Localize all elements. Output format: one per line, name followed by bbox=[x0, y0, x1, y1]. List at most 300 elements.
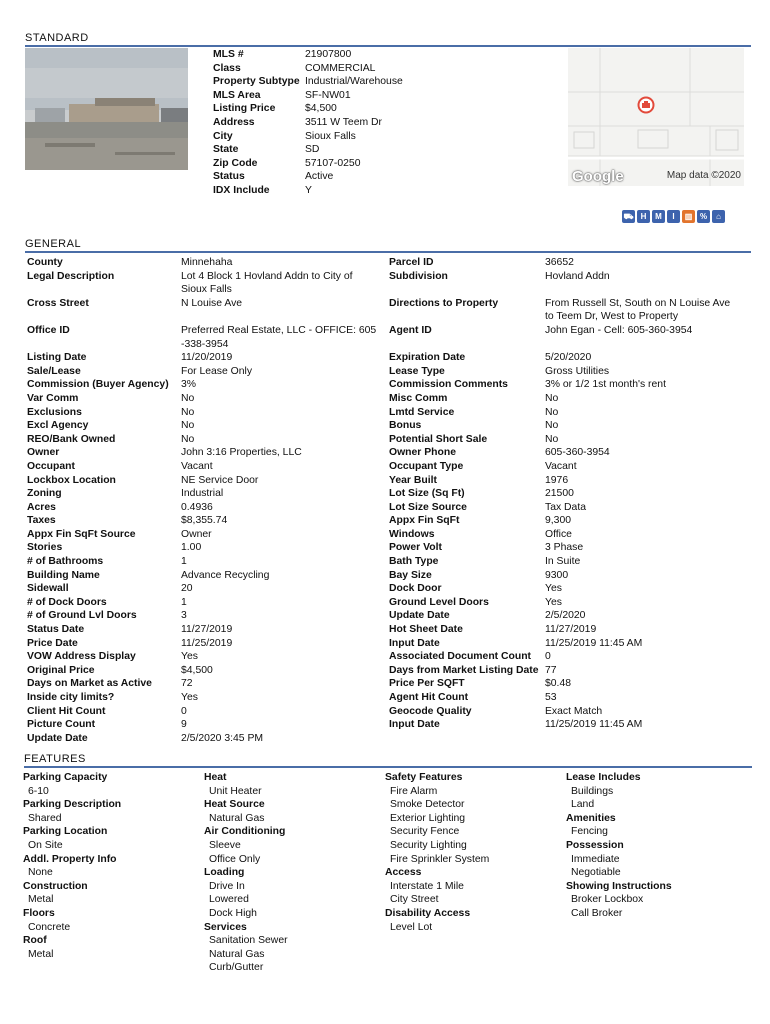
field-value-line: Preferred Real Estate, LLC - OFFICE: 605 bbox=[181, 324, 377, 336]
field-value-line: $0.48 bbox=[545, 678, 572, 690]
standard-field-zip-code bbox=[213, 157, 403, 171]
field-value-line: 11/25/2019 bbox=[181, 637, 233, 649]
feature-construction-label: Construction bbox=[23, 880, 88, 892]
feature-value: Concrete bbox=[28, 921, 71, 933]
field-label: Sale/Lease bbox=[27, 365, 81, 377]
general-field-owner bbox=[27, 446, 389, 460]
field-value bbox=[545, 596, 745, 610]
field-value bbox=[181, 392, 389, 406]
field-value bbox=[545, 406, 745, 420]
general-field-lockbox-location bbox=[27, 474, 389, 488]
field-value-line: 1.00 bbox=[181, 542, 202, 554]
field-value bbox=[545, 351, 745, 365]
general-field-input-date bbox=[389, 718, 745, 732]
general-field-lot-size-source bbox=[389, 501, 745, 515]
general-field-exclusions bbox=[27, 406, 389, 420]
field-value bbox=[545, 664, 745, 678]
field-value bbox=[545, 555, 745, 569]
feature-value: Natural Gas bbox=[209, 812, 265, 824]
field-value-line: 1976 bbox=[545, 474, 569, 486]
features-column-2 bbox=[204, 771, 288, 975]
standard-fields bbox=[213, 48, 403, 198]
general-field-office-id bbox=[27, 324, 389, 351]
feature-value: Metal bbox=[28, 948, 54, 960]
feature-value: Level Lot bbox=[390, 921, 433, 933]
field-label: VOW Address Display bbox=[27, 651, 136, 663]
field-value bbox=[181, 351, 389, 365]
features-column-4 bbox=[566, 771, 672, 921]
field-value-line: 9 bbox=[181, 719, 187, 731]
general-field-owner-phone bbox=[389, 446, 745, 460]
field-label: Geocode Quality bbox=[389, 705, 472, 717]
field-value-line: NE Service Door bbox=[181, 474, 259, 486]
field-value-line: Yes bbox=[181, 651, 198, 663]
field-label: Stories bbox=[27, 542, 63, 554]
feature-disability-access-label: Disability Access bbox=[385, 907, 471, 919]
field-value bbox=[545, 365, 745, 379]
field-value bbox=[545, 474, 745, 488]
general-field-update-date bbox=[389, 609, 745, 623]
field-label: Var Comm bbox=[27, 392, 79, 404]
feature-value: Smoke Detector bbox=[390, 799, 465, 811]
field-label: Status Date bbox=[27, 624, 85, 636]
general-field-vow-address-display bbox=[27, 650, 389, 664]
general-field-occupant bbox=[27, 460, 389, 474]
field-value bbox=[545, 718, 745, 732]
field-value bbox=[181, 596, 389, 610]
feature-value: Exterior Lighting bbox=[390, 812, 466, 824]
field-label: Agent Hit Count bbox=[389, 692, 469, 703]
field-label: Associated Document Count bbox=[389, 651, 532, 663]
field-label: Directions to Property bbox=[389, 297, 499, 309]
field-value bbox=[181, 732, 389, 746]
feature-lease-includes-label: Lease Includes bbox=[566, 772, 641, 783]
field-value: Sioux Falls bbox=[305, 130, 356, 142]
field-value bbox=[545, 487, 745, 501]
general-field-listing-date bbox=[27, 351, 389, 365]
field-label: Appx Fin SqFt bbox=[389, 515, 460, 527]
field-label: Lockbox Location bbox=[27, 474, 116, 486]
google-logo: Google bbox=[572, 168, 624, 186]
field-value-line: John 3:16 Properties, LLC bbox=[181, 447, 302, 459]
field-value bbox=[181, 256, 389, 270]
standard-field-class bbox=[213, 62, 403, 76]
general-field-picture-count bbox=[27, 718, 389, 732]
h-icon[interactable]: H bbox=[637, 210, 650, 223]
general-field-power-volt bbox=[389, 541, 745, 555]
field-value: Industrial/Warehouse bbox=[305, 76, 403, 88]
field-value: $4,500 bbox=[305, 103, 337, 115]
feature-addl-property-info-label: Addl. Property Info bbox=[23, 853, 117, 865]
field-value bbox=[181, 609, 389, 623]
field-label: Hot Sheet Date bbox=[389, 624, 463, 636]
field-value-line: 3 Phase bbox=[545, 542, 584, 554]
field-value bbox=[181, 433, 389, 447]
car-icon[interactable]: ⛟ bbox=[622, 210, 635, 223]
field-value bbox=[181, 664, 389, 678]
field-label: Class bbox=[213, 62, 241, 74]
field-value-line: 605-360-3954 bbox=[545, 447, 610, 459]
field-label: Input Date bbox=[389, 719, 440, 731]
building-icon[interactable]: ▥ bbox=[682, 210, 695, 223]
field-value-line: 0.4936 bbox=[181, 501, 213, 513]
field-label: Listing Date bbox=[27, 352, 87, 364]
feature-value: Natural Gas bbox=[209, 948, 265, 960]
general-field-geocode-quality bbox=[389, 705, 745, 719]
field-label: MLS # bbox=[213, 49, 244, 60]
field-value-line: 77 bbox=[545, 664, 557, 676]
field-value bbox=[181, 582, 389, 596]
general-field-stories bbox=[27, 541, 389, 555]
general-field-days-from-market-listing-date bbox=[389, 664, 745, 678]
field-value bbox=[545, 460, 745, 474]
feature-value: Negotiable bbox=[571, 867, 621, 879]
general-field-dock-door bbox=[389, 582, 745, 596]
field-value-line: 21500 bbox=[545, 488, 574, 500]
field-value-line: Vacant bbox=[181, 460, 213, 472]
field-value bbox=[181, 378, 389, 392]
field-value bbox=[181, 365, 389, 379]
field-value bbox=[181, 718, 389, 732]
feature-value: Fire Alarm bbox=[390, 785, 438, 797]
field-value-line: Gross Utilities bbox=[545, 365, 610, 377]
field-value bbox=[545, 514, 745, 528]
field-value-line: $4,500 bbox=[181, 664, 213, 676]
field-value bbox=[181, 501, 389, 515]
field-label: Inside city limits? bbox=[27, 692, 115, 703]
feature-loading-label: Loading bbox=[204, 867, 245, 879]
general-field-days-on-market-as-active bbox=[27, 677, 389, 691]
field-value: SD bbox=[305, 144, 320, 156]
field-value bbox=[545, 691, 745, 705]
field-value-line: 72 bbox=[181, 678, 193, 690]
field-label: Windows bbox=[389, 528, 435, 540]
general-field-subdivision bbox=[389, 270, 745, 297]
general-field-legal-description bbox=[27, 270, 389, 297]
field-label: Status bbox=[213, 171, 245, 183]
field-label: Input Date bbox=[389, 637, 440, 649]
field-value bbox=[545, 501, 745, 515]
field-value-line: 3% or 1/2 1st month's rent bbox=[545, 379, 666, 391]
field-label: Commission (Buyer Agency) bbox=[27, 379, 169, 391]
field-value bbox=[181, 324, 389, 351]
feature-value: Fencing bbox=[571, 826, 608, 838]
feature-access-label: Access bbox=[385, 867, 422, 879]
field-value-line: -338-3954 bbox=[181, 338, 229, 350]
field-value-line: Yes bbox=[181, 692, 198, 703]
field-label: Bay Size bbox=[389, 569, 432, 581]
field-value bbox=[545, 433, 745, 447]
field-label: Owner Phone bbox=[389, 447, 456, 459]
general-field-client-hit-count bbox=[27, 705, 389, 719]
field-value-line: 0 bbox=[181, 705, 187, 717]
field-value-line: 9300 bbox=[545, 569, 569, 581]
field-label: # of Bathrooms bbox=[27, 556, 104, 568]
general-field-agent-hit-count bbox=[389, 691, 745, 705]
field-label: Address bbox=[213, 116, 255, 128]
field-value bbox=[181, 569, 389, 583]
location-map[interactable] bbox=[568, 48, 744, 186]
field-label: Appx Fin SqFt Source bbox=[27, 528, 136, 540]
feature-value: Dock High bbox=[209, 907, 257, 919]
field-label: Year Built bbox=[389, 474, 437, 486]
field-value bbox=[545, 637, 745, 651]
field-value bbox=[181, 514, 389, 528]
field-value-line: Minnehaha bbox=[181, 257, 233, 268]
field-value-line: No bbox=[545, 406, 559, 418]
standard-field-city bbox=[213, 130, 403, 144]
standard-section-title: STANDARD bbox=[25, 32, 751, 47]
percent-icon[interactable]: % bbox=[697, 210, 710, 223]
field-value-line: In Suite bbox=[545, 556, 581, 568]
field-value-line: 1 bbox=[181, 556, 187, 568]
map-marker-icon[interactable] bbox=[637, 96, 655, 114]
field-value-line: 11/25/2019 11:45 AM bbox=[545, 637, 643, 649]
field-value-line: For Lease Only bbox=[181, 365, 253, 377]
field-value: 21907800 bbox=[305, 49, 352, 60]
property-photo[interactable] bbox=[25, 48, 188, 170]
feature-value: Drive In bbox=[209, 880, 245, 892]
feature-floors-label: Floors bbox=[23, 907, 55, 919]
field-value: 57107-0250 bbox=[305, 157, 361, 169]
field-label: Power Volt bbox=[389, 542, 442, 554]
field-value bbox=[545, 705, 745, 719]
general-field-status-date bbox=[27, 623, 389, 637]
general-field-county bbox=[27, 256, 389, 270]
feature-value: Call Broker bbox=[571, 907, 623, 919]
general-field-sidewall bbox=[27, 582, 389, 596]
field-label: Property Subtype bbox=[213, 76, 300, 88]
field-value-line: No bbox=[545, 420, 559, 432]
general-field-input-date bbox=[389, 637, 745, 651]
field-value: Y bbox=[305, 184, 312, 196]
field-value-line: Hovland Addn bbox=[545, 270, 610, 282]
field-value-line: 53 bbox=[545, 692, 557, 703]
field-value bbox=[545, 392, 745, 406]
general-field-cross-street bbox=[27, 297, 389, 324]
field-value bbox=[181, 637, 389, 651]
general-field-of-ground-lvl-doors bbox=[27, 609, 389, 623]
field-value bbox=[181, 555, 389, 569]
field-label: Update Date bbox=[389, 610, 450, 622]
field-value-line: Tax Data bbox=[545, 501, 587, 513]
feature-value: Immediate bbox=[571, 853, 620, 865]
standard-field-property-subtype bbox=[213, 75, 403, 89]
feature-air-conditioning-label: Air Conditioning bbox=[204, 826, 286, 838]
standard-field-mls bbox=[213, 48, 403, 62]
field-value-line: $8,355.74 bbox=[181, 515, 228, 527]
field-value-line: John Egan - Cell: 605-360-3954 bbox=[545, 324, 693, 336]
field-value-line: 3% bbox=[181, 379, 197, 391]
field-label: Cross Street bbox=[27, 297, 89, 309]
general-field-of-dock-doors bbox=[27, 596, 389, 610]
feature-services-label: Services bbox=[204, 921, 247, 933]
features-section-title: FEATURES bbox=[24, 753, 752, 768]
field-label: Lot Size (Sq Ft) bbox=[389, 488, 465, 500]
field-value bbox=[545, 324, 745, 351]
i-icon[interactable]: I bbox=[667, 210, 680, 223]
field-value bbox=[545, 582, 745, 596]
field-label: Listing Price bbox=[213, 103, 276, 115]
features-column-3 bbox=[385, 771, 489, 934]
field-value bbox=[181, 705, 389, 719]
field-label: Lot Size Source bbox=[389, 501, 467, 513]
general-field-potential-short-sale bbox=[389, 433, 745, 447]
field-value: SF-NW01 bbox=[305, 89, 351, 101]
field-value bbox=[181, 528, 389, 542]
feature-heat-source-label: Heat Source bbox=[204, 799, 265, 811]
field-value bbox=[181, 474, 389, 488]
field-label: # of Dock Doors bbox=[27, 596, 107, 608]
field-value-line: to Teem Dr, West to Property bbox=[545, 311, 679, 323]
field-value-line: 20 bbox=[181, 583, 193, 595]
general-field-windows bbox=[389, 528, 745, 542]
field-value bbox=[545, 528, 745, 542]
field-value-line: 11/27/2019 bbox=[181, 624, 233, 636]
general-field-lot-size-sq-ft bbox=[389, 487, 745, 501]
general-field-inside-city-limits bbox=[27, 691, 389, 705]
general-field-year-built bbox=[389, 474, 745, 488]
general-field-commission-comments bbox=[389, 378, 745, 392]
general-field-appx-fin-sqft-source bbox=[27, 528, 389, 542]
field-label: Lease Type bbox=[389, 365, 445, 377]
feature-amenities-label: Amenities bbox=[566, 812, 616, 824]
field-label: Parcel ID bbox=[389, 257, 434, 268]
field-label: Excl Agency bbox=[27, 420, 89, 432]
field-value-line: 2/5/2020 3:45 PM bbox=[181, 732, 264, 744]
field-label: Expiration Date bbox=[389, 352, 466, 364]
feature-value: Metal bbox=[28, 894, 54, 906]
field-label: IDX Include bbox=[213, 184, 270, 196]
general-field-update-date bbox=[27, 732, 389, 746]
general-left-column bbox=[27, 256, 389, 745]
field-value-line: Lot 4 Block 1 Hovland Addn to City of bbox=[181, 270, 353, 282]
field-value-line: No bbox=[181, 420, 195, 432]
general-field-of-bathrooms bbox=[27, 555, 389, 569]
feature-value: Security Lighting bbox=[390, 839, 467, 851]
general-field-parcel-id bbox=[389, 256, 745, 270]
feature-value: Land bbox=[571, 799, 595, 811]
field-value bbox=[545, 541, 745, 555]
field-label: Days on Market as Active bbox=[27, 678, 152, 690]
features-column-1 bbox=[23, 771, 121, 961]
field-label: Occupant bbox=[27, 460, 75, 472]
field-value-line: No bbox=[545, 433, 559, 445]
feature-value: 6-10 bbox=[28, 785, 49, 797]
feature-value: Sleeve bbox=[209, 839, 241, 851]
general-field-bath-type bbox=[389, 555, 745, 569]
field-label: Commission Comments bbox=[389, 379, 508, 391]
field-value bbox=[181, 270, 389, 297]
field-label: Misc Comm bbox=[389, 392, 448, 404]
field-value-line: 3 bbox=[181, 610, 187, 622]
field-value bbox=[545, 609, 745, 623]
general-field-agent-id bbox=[389, 324, 745, 351]
field-value-line: No bbox=[181, 406, 195, 418]
field-value bbox=[545, 650, 745, 664]
field-label: Subdivision bbox=[389, 270, 448, 282]
field-label: REO/Bank Owned bbox=[27, 433, 116, 445]
standard-field-status bbox=[213, 170, 403, 184]
feature-parking-capacity-label: Parking Capacity bbox=[23, 772, 108, 783]
field-label: Picture Count bbox=[27, 719, 96, 731]
field-label: # of Ground Lvl Doors bbox=[27, 610, 137, 622]
field-value bbox=[181, 650, 389, 664]
field-value-line: No bbox=[181, 433, 195, 445]
field-value-line: No bbox=[545, 392, 559, 404]
field-label: City bbox=[213, 130, 233, 142]
field-value-line: From Russell St, South on N Louise Ave bbox=[545, 297, 731, 309]
home-icon[interactable]: ⌂ bbox=[712, 210, 725, 223]
feature-value: Unit Heater bbox=[209, 785, 262, 797]
general-right-column bbox=[389, 256, 745, 732]
feature-value: City Street bbox=[390, 894, 439, 906]
general-field-misc-comm bbox=[389, 392, 745, 406]
general-field-bonus bbox=[389, 419, 745, 433]
field-value-line: 11/27/2019 bbox=[545, 624, 597, 636]
field-label: Occupant Type bbox=[389, 460, 464, 472]
feature-value: Sanitation Sewer bbox=[209, 935, 288, 947]
field-label: Lmtd Service bbox=[389, 406, 455, 418]
standard-field-listing-price bbox=[213, 102, 403, 116]
field-value-line: 0 bbox=[545, 651, 551, 663]
feature-showing-instructions-label: Showing Instructions bbox=[566, 880, 672, 892]
general-field-acres bbox=[27, 501, 389, 515]
field-label: Legal Description bbox=[27, 270, 115, 282]
general-field-hot-sheet-date bbox=[389, 623, 745, 637]
field-value-line: Vacant bbox=[545, 460, 577, 472]
field-value: Active bbox=[305, 171, 334, 183]
field-value bbox=[181, 691, 389, 705]
general-field-building-name bbox=[27, 569, 389, 583]
general-field-directions-to-property bbox=[389, 297, 745, 324]
field-value-line: 36652 bbox=[545, 257, 574, 268]
field-value bbox=[181, 677, 389, 691]
general-field-sale-lease bbox=[27, 365, 389, 379]
general-field-associated-document-count bbox=[389, 650, 745, 664]
field-value bbox=[181, 460, 389, 474]
field-value-line: 2/5/2020 bbox=[545, 610, 586, 622]
field-value-line: Exact Match bbox=[545, 705, 603, 717]
field-label: Original Price bbox=[27, 664, 95, 676]
field-label: Acres bbox=[27, 501, 56, 513]
field-value-line: No bbox=[181, 392, 195, 404]
field-value bbox=[181, 419, 389, 433]
field-value bbox=[545, 256, 745, 270]
general-field-var-comm bbox=[27, 392, 389, 406]
m-icon[interactable]: M bbox=[652, 210, 665, 223]
field-value bbox=[181, 446, 389, 460]
field-value-line: Sioux Falls bbox=[181, 284, 232, 296]
field-value-line bbox=[181, 310, 389, 324]
map-streets bbox=[568, 48, 744, 186]
field-label: Sidewall bbox=[27, 583, 69, 595]
field-label: Client Hit Count bbox=[27, 705, 106, 717]
field-value bbox=[545, 677, 745, 691]
field-label: Zip Code bbox=[213, 157, 258, 169]
feature-value: None bbox=[28, 867, 53, 879]
feature-value: Lowered bbox=[209, 894, 249, 906]
general-field-occupant-type bbox=[389, 460, 745, 474]
field-value bbox=[181, 623, 389, 637]
feature-value: Curb/Gutter bbox=[209, 962, 264, 974]
field-label: Owner bbox=[27, 447, 60, 459]
field-label: Price Date bbox=[27, 637, 78, 649]
field-value bbox=[545, 569, 745, 583]
feature-value: Broker Lockbox bbox=[571, 894, 644, 906]
field-value-line: Yes bbox=[545, 583, 562, 595]
general-field-reo-bank-owned bbox=[27, 433, 389, 447]
